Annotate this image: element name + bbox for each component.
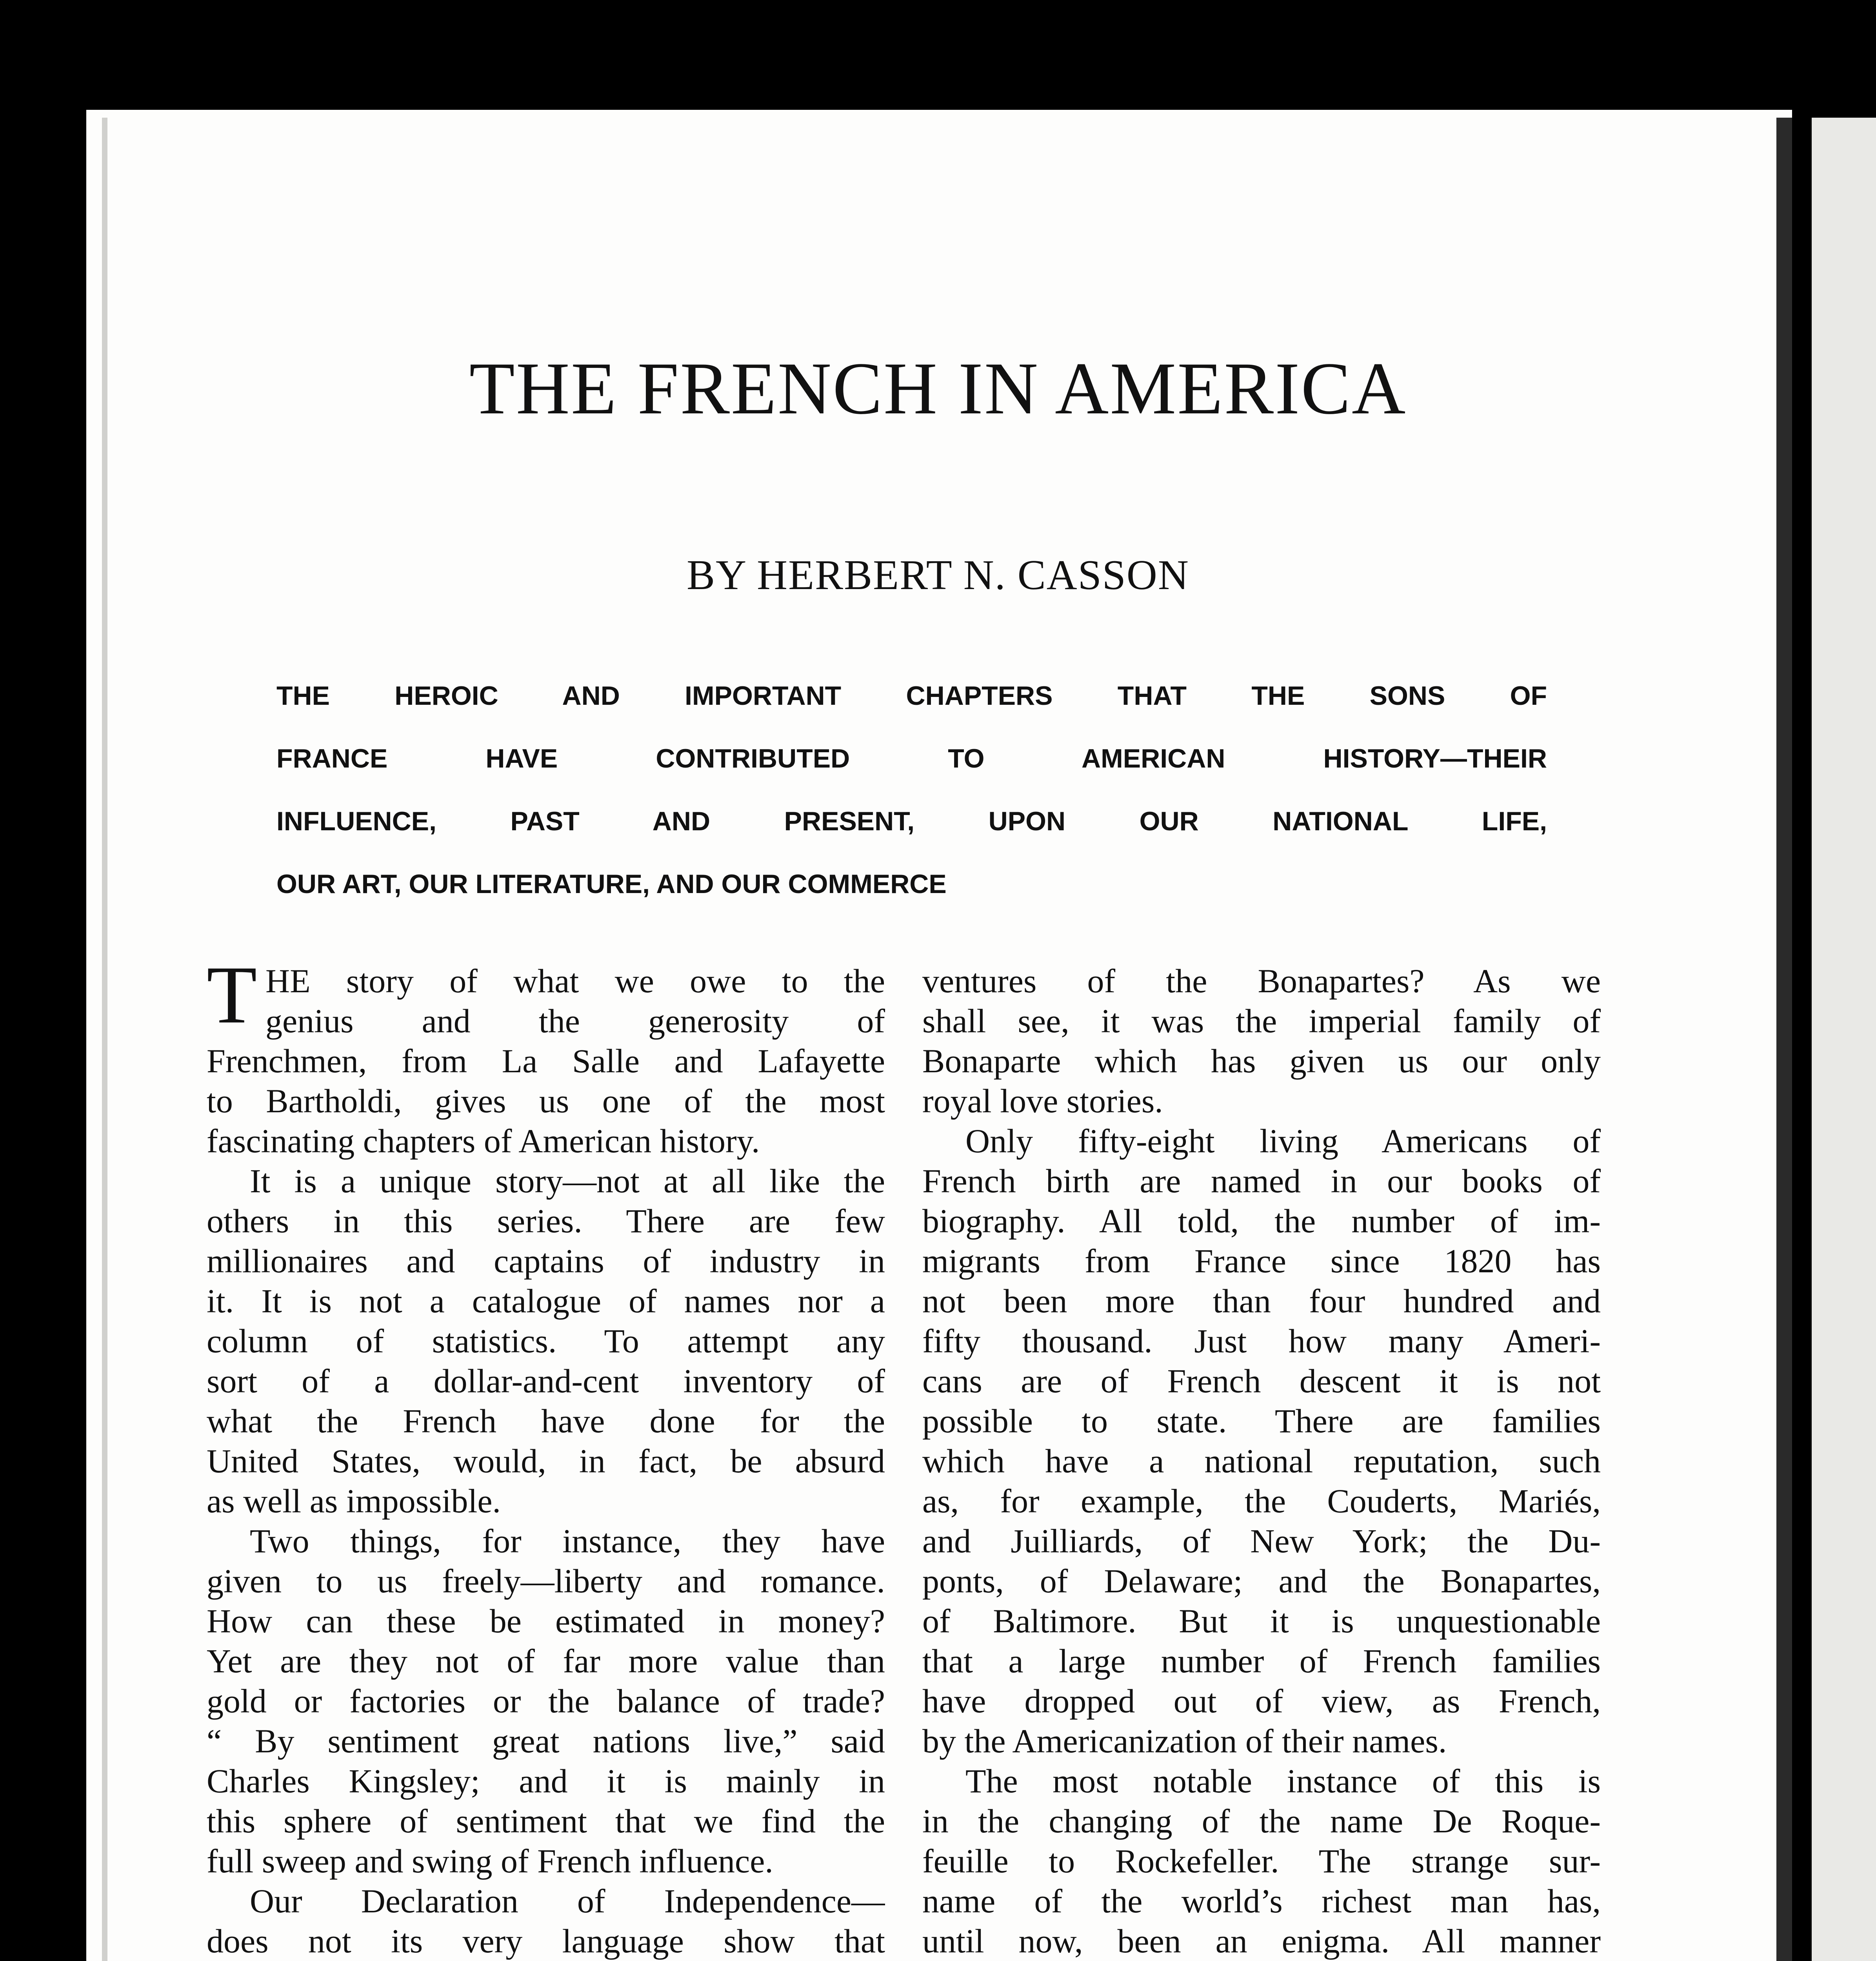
text-line: fifty thousand. Just how many Ameri-	[922, 1322, 1601, 1360]
text-line: French birth are named in our books of	[922, 1162, 1601, 1200]
text-line: Charles Kingsley; and it is mainly in	[207, 1762, 885, 1800]
text-line: genius and the generosity of	[265, 1002, 885, 1040]
text-line: this sphere of sentiment that we find the	[207, 1802, 885, 1840]
text-line: until now, been an enigma. All manner	[922, 1922, 1601, 1960]
text-line: in the changing of the name De Roque-	[922, 1802, 1601, 1840]
text-line: Two things, for instance, they have	[250, 1522, 885, 1560]
text-line: shall see, it was the imperial family of	[922, 1002, 1601, 1040]
text-line: biography. All told, the number of im-	[922, 1202, 1601, 1240]
text-line: full sweep and swing of French influence.	[207, 1842, 773, 1880]
right-column	[922, 961, 1601, 1961]
deck-line: FRANCE HAVE CONTRIBUTED TO AMERICAN HISTORY—THEIR	[276, 744, 1547, 773]
text-line: Frenchmen, from La Salle and Lafayette	[207, 1042, 885, 1080]
text-line: Our Declaration of Independence—	[250, 1882, 885, 1920]
text-line: does not its very language show that	[207, 1922, 885, 1960]
text-line: to Bartholdi, gives us one of the most	[207, 1082, 885, 1120]
text-line: Yet are they not of far more value than	[207, 1642, 885, 1680]
text-line: ventures of the Bonapartes? As we	[922, 962, 1601, 1000]
text-line: and Juilliards, of New York; the Du-	[922, 1522, 1601, 1560]
text-line: royal love stories.	[922, 1082, 1163, 1120]
text-line: The most notable instance of this is	[965, 1762, 1601, 1800]
text-line: “ By sentiment great nations live,” said	[207, 1722, 885, 1760]
text-line: others in this series. There are few	[207, 1202, 885, 1240]
text-line: fascinating chapters of American history.	[207, 1122, 760, 1160]
deck-line: OUR ART, OUR LITERATURE, AND OUR COMMERCE	[276, 869, 947, 899]
text-line: given to us freely—liberty and romance.	[207, 1562, 885, 1600]
text-line: which have a national reputation, such	[922, 1442, 1601, 1480]
text-line: sort of a dollar-and-cent inventory of	[207, 1362, 885, 1400]
text-line: cans are of French descent it is not	[922, 1362, 1601, 1400]
text-line: migrants from France since 1820 has	[922, 1242, 1601, 1280]
text-line: it. It is not a catalogue of names nor a	[207, 1282, 885, 1320]
text-line: by the Americanization of their names.	[922, 1722, 1447, 1760]
text-line: name of the world’s richest man has,	[922, 1882, 1601, 1920]
text-line: column of statistics. To attempt any	[207, 1322, 885, 1360]
drop-cap: T	[207, 950, 257, 1041]
text-line: feuille to Rockefeller. The strange sur-	[922, 1842, 1601, 1880]
text-line: as well as impossible.	[207, 1482, 501, 1520]
left-column	[207, 961, 885, 1961]
text-line: millionaires and captains of industry in	[207, 1242, 885, 1280]
text-line: not been more than four hundred and	[922, 1282, 1601, 1320]
text-line: of Baltimore. But it is unquestionable	[922, 1602, 1601, 1640]
article-title: THE FRENCH IN AMERICA	[469, 347, 1407, 430]
text-line: HE story of what we owe to the	[265, 962, 885, 1000]
text-line: that a large number of French families	[922, 1642, 1601, 1680]
text-line: ponts, of Delaware; and the Bonapartes,	[922, 1562, 1601, 1600]
text-line: Bonaparte which has given us our only	[922, 1042, 1601, 1080]
text-line: United States, would, in fact, be absurd	[207, 1442, 885, 1480]
deck-line: THE HEROIC AND IMPORTANT CHAPTERS THAT THE SONS OF	[276, 681, 1547, 711]
text-line: gold or factories or the balance of trade?	[207, 1682, 885, 1720]
text-line: It is a unique story—not at all like the	[250, 1162, 885, 1200]
text-line: How can these be estimated in money?	[207, 1602, 885, 1640]
text-line: what the French have done for the	[207, 1402, 885, 1440]
article-byline: BY HERBERT N. CASSON	[687, 552, 1189, 598]
deck-line: INFLUENCE, PAST AND PRESENT, UPON OUR NATIONAL LIFE,	[276, 806, 1547, 836]
text-line: as, for example, the Couderts, Mariés,	[922, 1482, 1601, 1520]
text-line: Only fifty-eight living Americans of	[965, 1122, 1601, 1160]
text-line: possible to state. There are families	[922, 1402, 1601, 1440]
text-line: have dropped out of view, as French,	[922, 1682, 1601, 1720]
